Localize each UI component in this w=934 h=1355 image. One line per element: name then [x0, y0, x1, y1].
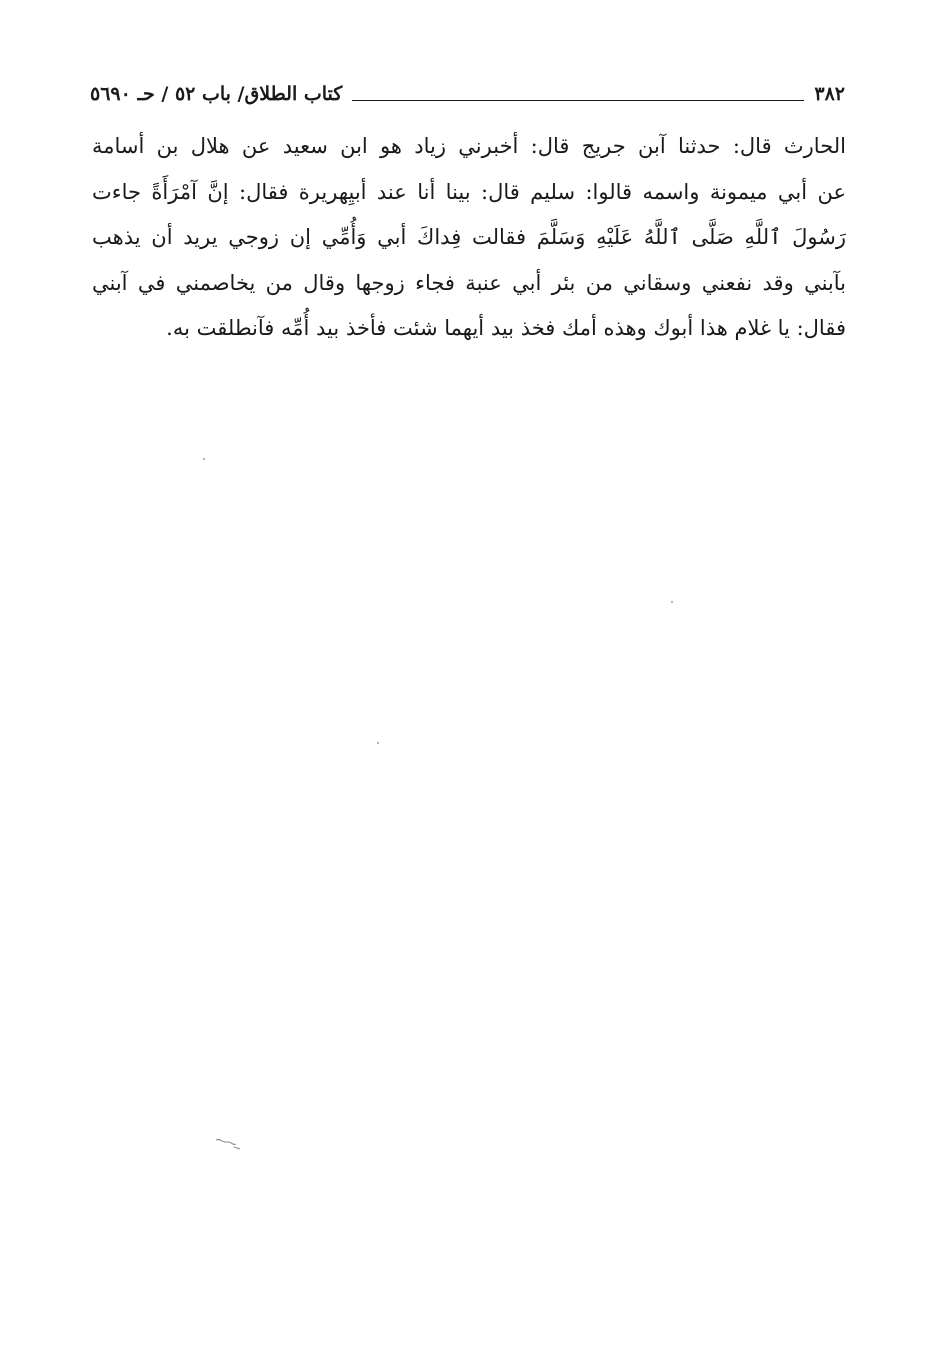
page-header: [90, 76, 845, 112]
text-line: فقال: يا غلام هذا أبوك وهذه أمك فخذ بيد أيهما شئت فأخذ بيد أُمِّه فآنطلقت به.: [166, 316, 846, 340]
running-title: كتاب الطلاق/ باب ٥٢ / حـ ٥٦٩٠: [90, 83, 343, 105]
body-text: [92, 124, 846, 352]
text-line: رَسُولَ ٱللَّهِ صَلَّى ٱللَّهُ عَلَيْهِ وَسَلَّمَ فقالت فِداكَ أبي وَأُمِّي إن زوجي يريد أن يذهب: [92, 225, 846, 249]
scan-speck: [671, 601, 673, 603]
header-rule: [352, 100, 804, 101]
scan-speck: [203, 458, 205, 460]
margin-scribble: [214, 1134, 244, 1152]
text-line: بآبني وقد نفعني وسقاني من بئر أبي عنبة فجاء زوجها وقال من يخاصمني في آبني: [92, 270, 846, 295]
page-number: ٣٨٢: [814, 83, 845, 105]
text-line: الحارث قال: حدثنا آبن جريج قال: أخبرني زياد هو ابن سعيد عن هلال بن أسامة: [92, 134, 846, 158]
text-line: عن أبي ميمونة واسمه قالوا: سليم قال: بينا أنا عند أبيِهريرة فقال: إنَّ آمْرَأَةً جاءت: [92, 179, 846, 204]
scan-speck: [377, 742, 379, 744]
